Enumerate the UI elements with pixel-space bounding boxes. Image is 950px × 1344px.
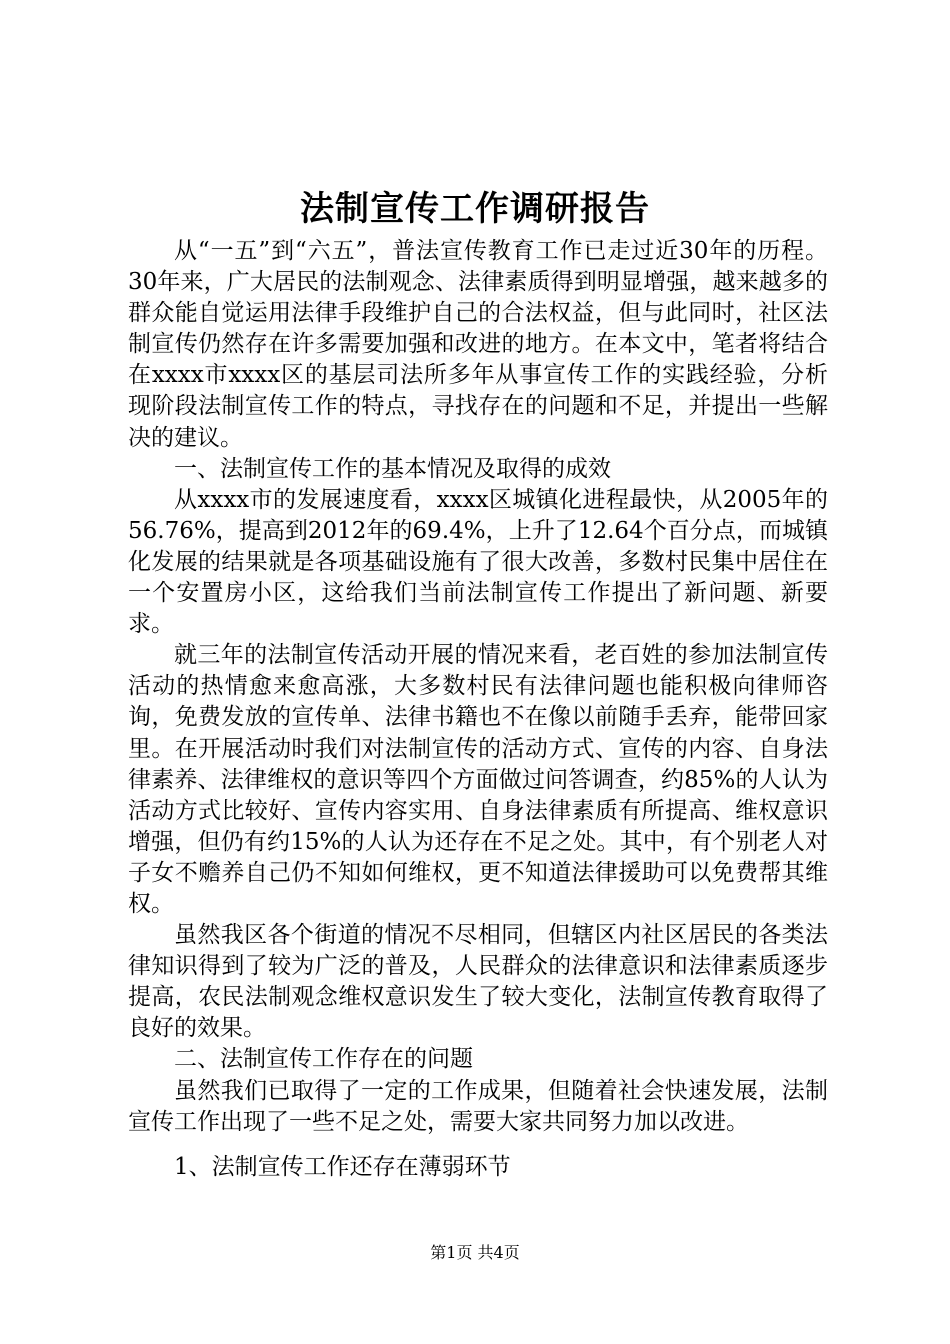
paragraph-survey: 就三年的法制宣传活动开展的情况来看，老百姓的参加法制宣传活动的热情愈来愈高涨，大多数村民有法律问题也能积极向律师咨询，免费发放的宣传单、法律书籍也不在像以前随手丢弃，能带回家里。在开展活动时我们对法制宣传的活动方式、宣传的内容、自身法律素养、法律维权的意识等四个方面做过问答调查，约85%的人认为活动方式比较好、宣传内容实用、自身法律素质有所提高、维权意识增强，但仍有约15%的人认为还存在不足之处。其中，有个别老人对子女不赡养自己仍不知如何维权，更不知道法律援助可以免费帮其维权。 — [128, 642, 828, 917]
paragraph-results: 虽然我区各个街道的情况不尽相同，但辖区内社区居民的各类法律知识得到了较为广泛的普及，人民群众的法律意识和法律素质逐步提高，农民法制观念维权意识发生了较大变化，法制宣传教育取得了良好的效果。 — [128, 922, 828, 1042]
document-body — [128, 236, 828, 1183]
section-heading-2: 二、法制宣传工作存在的问题 — [174, 1046, 473, 1073]
subsection-heading-1: 1、法制宣传工作还存在薄弱环节 — [174, 1153, 511, 1180]
section-heading-1: 一、法制宣传工作的基本情况及取得的成效 — [174, 455, 611, 482]
page-footer: 第1页 共4页 — [430, 1243, 520, 1262]
paragraph-urbanization: 从xxxx市的发展速度看，xxxx区城镇化进程最快，从2005年的56.76%，提高到2012年的69.4%，上升了12.64个百分点，而城镇化发展的结果就是各项基础设施有了很大改善，多数村民集中居住在一个安置房小区，这给我们当前法制宣传工作提出了新问题、新要求。 — [128, 486, 828, 638]
paragraph-problems-intro: 虽然我们已取得了一定的工作成果，但随着社会快速发展，法制宣传工作出现了一些不足之处，需要大家共同努力加以改进。 — [128, 1077, 828, 1135]
document-title: 法制宣传工作调研报告 — [300, 189, 650, 229]
paragraph-intro: 从“一五”到“六五”，普法宣传教育工作已走过近30年的历程。30年来，广大居民的法制观念、法律素质得到明显增强，越来越多的群众能自觉运用法律手段维护自己的合法权益，但与此同时，社区法制宣传仍然存在许多需要加强和改进的地方。在本文中，笔者将结合在xxxx市xxxx区的基层司法所多年从事宣传工作的实践经验，分析现阶段法制宣传工作的特点，寻找存在的问题和不足，并提出一些解决的建议。 — [128, 238, 828, 451]
